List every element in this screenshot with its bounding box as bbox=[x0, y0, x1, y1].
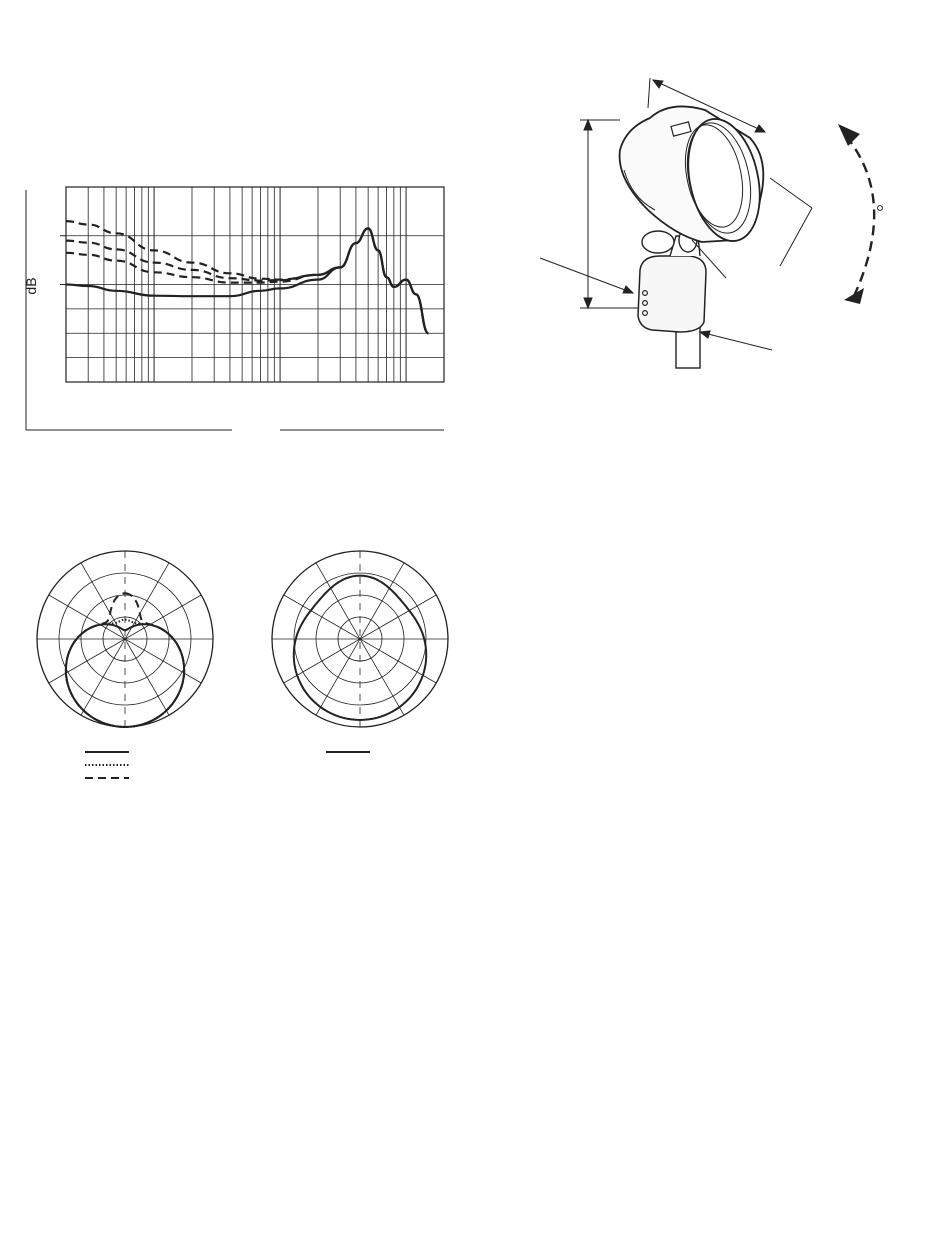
degree-mark bbox=[878, 206, 883, 211]
frequency-response-figure bbox=[0, 150, 460, 450]
frequency-response-chart bbox=[0, 150, 460, 450]
polar-patterns-figure bbox=[0, 540, 480, 790]
polar-grid-right bbox=[272, 551, 448, 727]
microphone-drawing bbox=[520, 60, 950, 380]
polar-grid-left bbox=[37, 551, 213, 727]
mount-body bbox=[638, 256, 706, 332]
response-curve-4 bbox=[66, 228, 428, 333]
mount-screws bbox=[643, 291, 648, 316]
microphone-illustration bbox=[520, 60, 950, 380]
rotation-arrow bbox=[846, 136, 874, 296]
polar-pattern-charts bbox=[0, 540, 480, 790]
y-axis-label: dB bbox=[23, 277, 39, 295]
rotation-arrowheads bbox=[838, 124, 864, 304]
capsule bbox=[620, 106, 771, 247]
response-curve-1 bbox=[66, 221, 428, 333]
